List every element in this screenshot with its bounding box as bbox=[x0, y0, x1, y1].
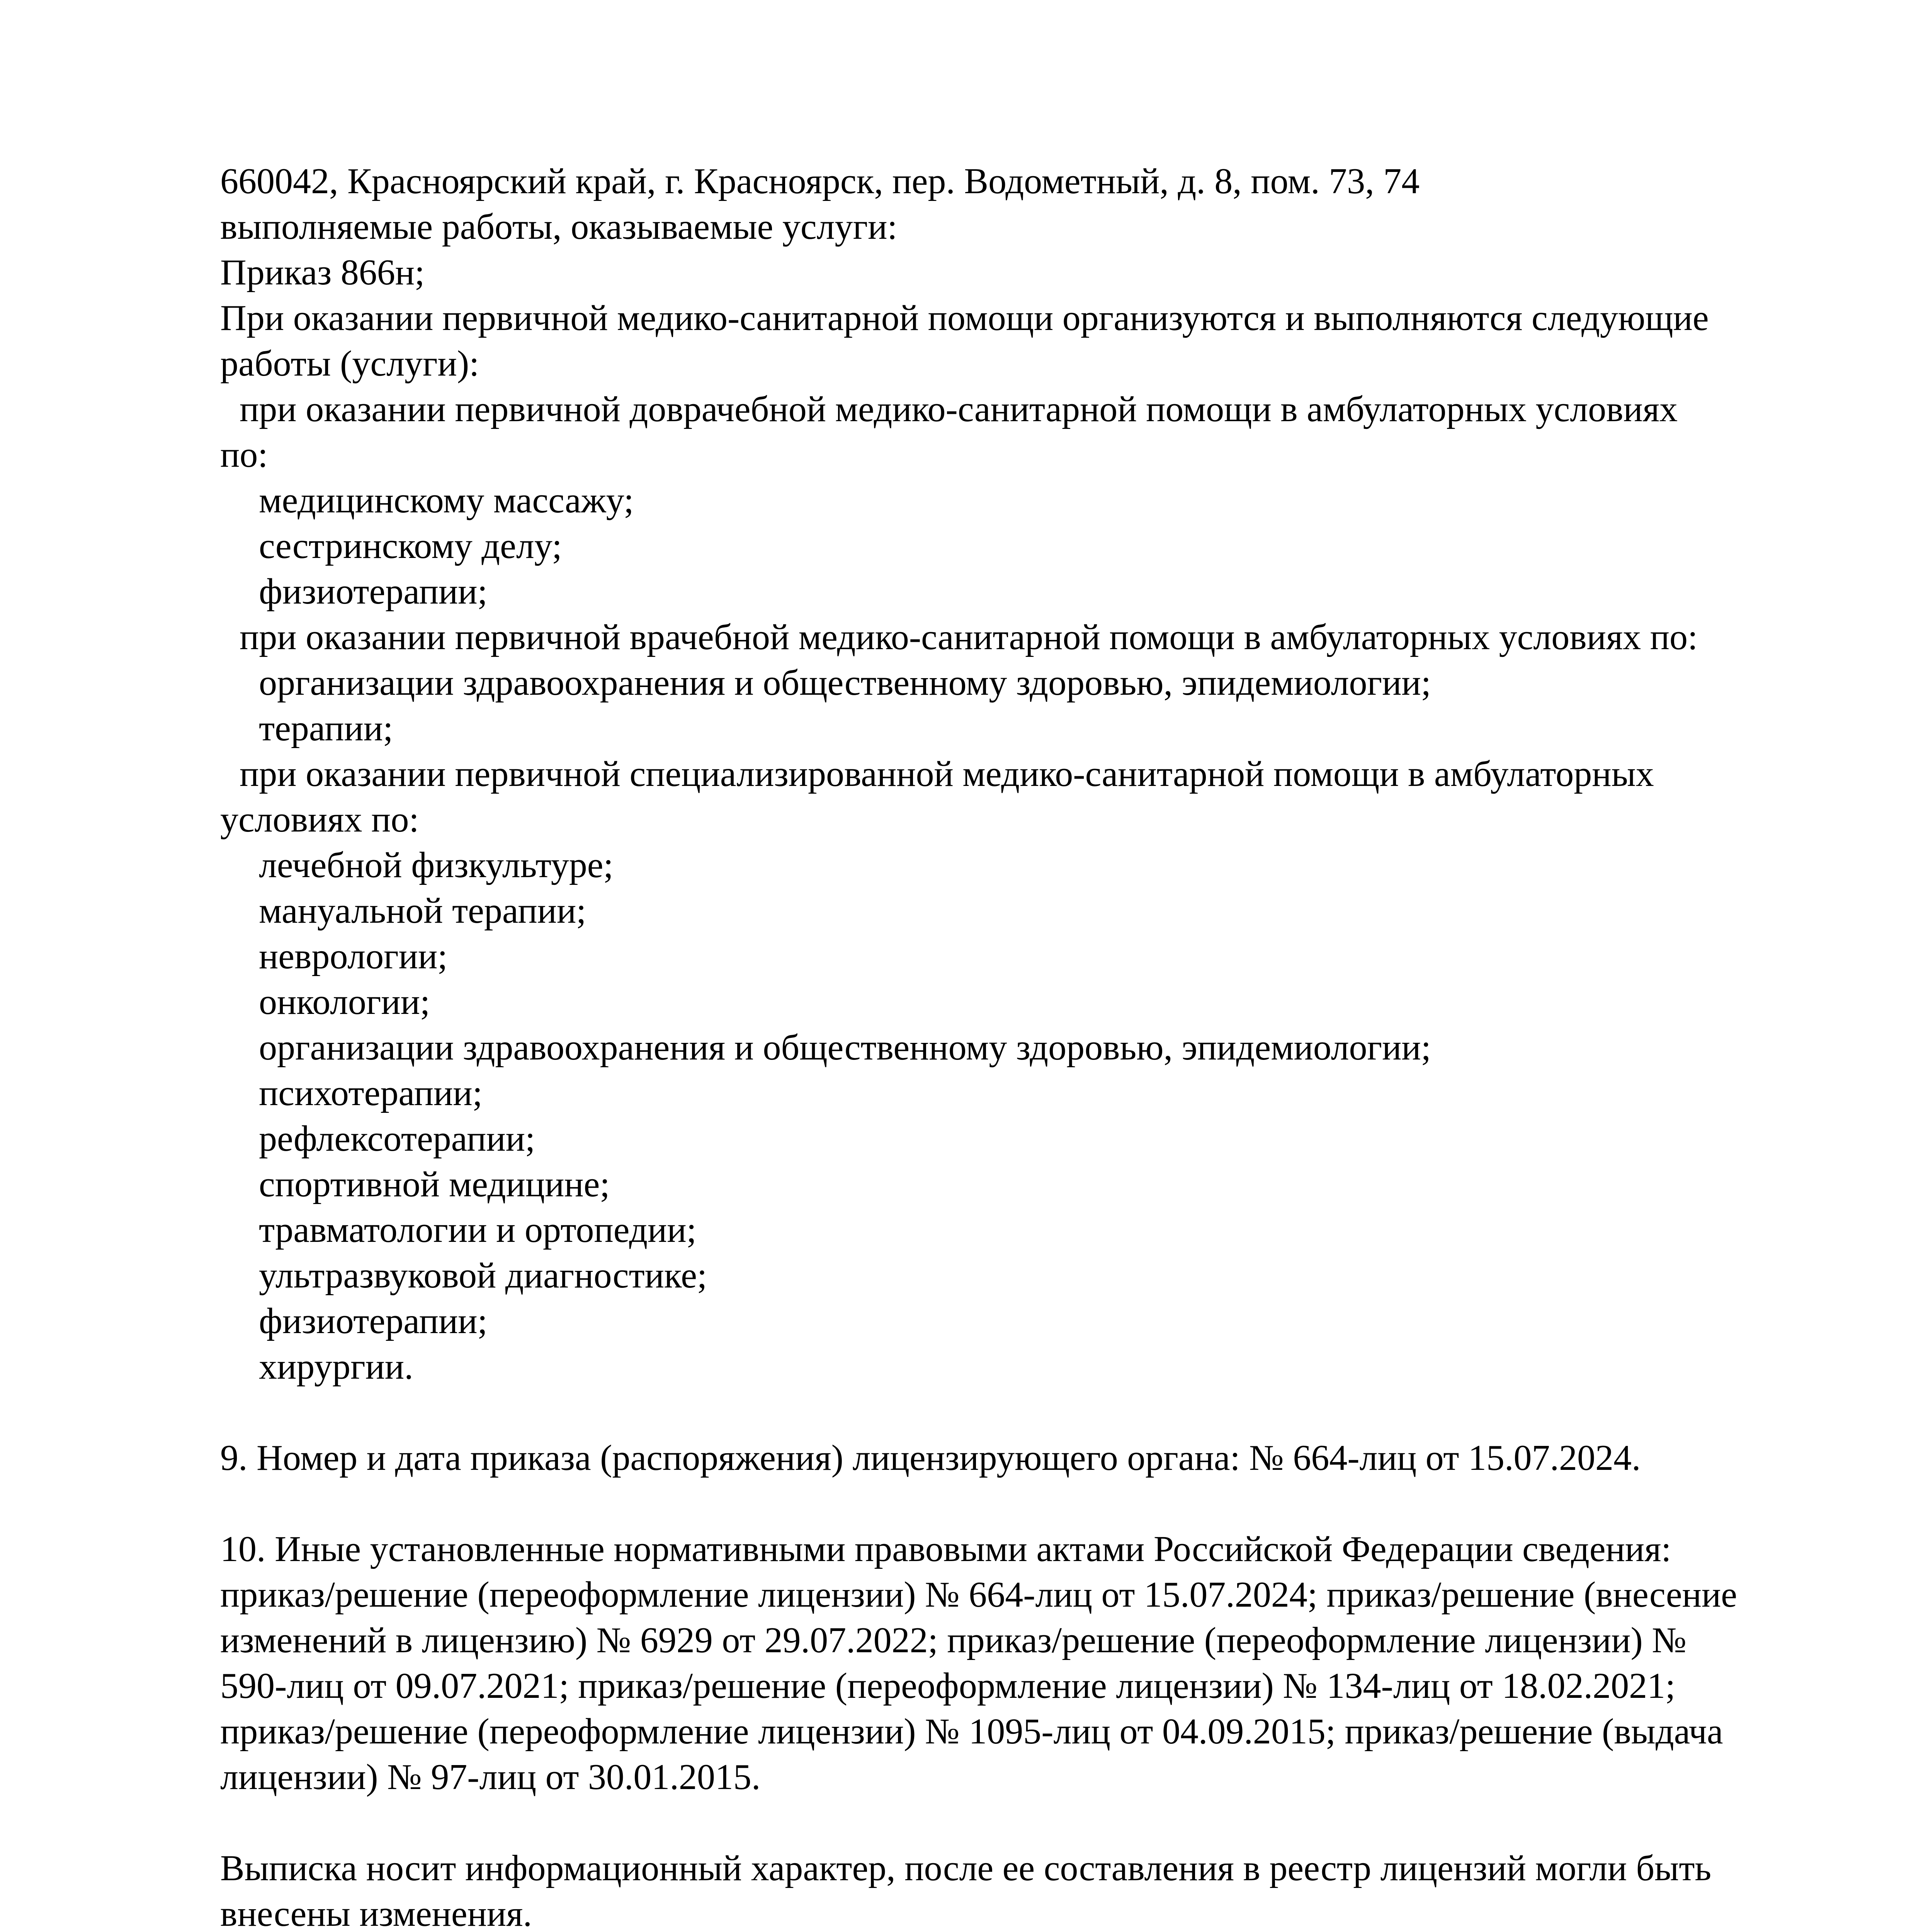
paragraph-gap bbox=[220, 1389, 1843, 1435]
order-number-paragraph: 9. Номер и дата приказа (распоряжения) лицензирующего органа: № 664-лиц от 15.07.2024. bbox=[220, 1438, 1641, 1478]
service-item: рефлексотерапии; bbox=[259, 1119, 536, 1159]
disclaimer-line: внесены изменения. bbox=[220, 1894, 532, 1932]
service-item: неврологии; bbox=[259, 936, 448, 976]
works-heading: выполняемые работы, оказываемые услуги: bbox=[220, 207, 898, 247]
service-item: ультразвуковой диагностике; bbox=[259, 1255, 707, 1296]
other-info-line: изменений в лицензию) № 6929 от 29.07.2022; приказ/решение (переоформление лицензии) № bbox=[220, 1620, 1687, 1660]
service-item: хирургии. bbox=[259, 1347, 413, 1387]
paragraph-gap bbox=[220, 1800, 1843, 1845]
service-item: сестринскому делу; bbox=[259, 526, 562, 566]
paragraph-gap bbox=[220, 1481, 1843, 1526]
intro-line: работы (услуги): bbox=[220, 344, 479, 384]
other-info-line: 590-лиц от 09.07.2021; приказ/решение (переоформление лицензии) № 134-лиц от 18.02.2021; bbox=[220, 1666, 1676, 1706]
service-item: организации здравоохранения и общественному здоровью, эпидемиологии; bbox=[259, 663, 1431, 703]
service-item: онкологии; bbox=[259, 982, 430, 1022]
service-item: медицинскому массажу; bbox=[259, 480, 634, 520]
disclaimer-line: Выписка носит информационный характер, после ее составления в реестр лицензий могли быть bbox=[220, 1848, 1712, 1888]
section-heading: при оказании первичной специализированной медико-санитарной помощи в амбулаторных bbox=[240, 754, 1654, 794]
other-info-line: лицензии) № 97-лиц от 30.01.2015. bbox=[220, 1757, 761, 1797]
service-item: организации здравоохранения и общественному здоровью, эпидемиологии; bbox=[259, 1027, 1431, 1068]
service-item: терапии; bbox=[259, 708, 393, 748]
intro-line: При оказании первичной медико-санитарной помощи организуются и выполняются следующие bbox=[220, 298, 1709, 338]
service-item: физиотерапии; bbox=[259, 1301, 488, 1341]
section-heading: при оказании первичной врачебной медико-санитарной помощи в амбулаторных условиях по: bbox=[240, 617, 1698, 657]
service-item: психотерапии; bbox=[259, 1073, 483, 1113]
service-item: физиотерапии; bbox=[259, 571, 488, 612]
order-reference: Приказ 866н; bbox=[220, 252, 425, 293]
section-heading: по: bbox=[220, 435, 268, 475]
section-heading: условиях по: bbox=[220, 799, 419, 840]
service-item: травматологии и ортопедии; bbox=[259, 1210, 697, 1250]
other-info-line: приказ/решение (переоформление лицензии) № 664-лиц от 15.07.2024; приказ/решение (внесение bbox=[220, 1575, 1737, 1615]
service-item: спортивной медицине; bbox=[259, 1164, 610, 1204]
other-info-line: приказ/решение (переоформление лицензии) № 1095-лиц от 04.09.2015; приказ/решение (выдача bbox=[220, 1711, 1723, 1752]
section-heading: при оказании первичной доврачебной медико-санитарной помощи в амбулаторных условиях bbox=[240, 389, 1678, 429]
service-item: мануальной терапии; bbox=[259, 891, 587, 931]
other-info-line: 10. Иные установленные нормативными правовыми актами Российской Федерации сведения: bbox=[220, 1529, 1671, 1569]
address-line: 660042, Красноярский край, г. Красноярск, пер. Водометный, д. 8, пом. 73, 74 bbox=[220, 161, 1420, 201]
service-item: лечебной физкультуре; bbox=[259, 845, 614, 885]
document-body bbox=[220, 158, 1843, 1932]
